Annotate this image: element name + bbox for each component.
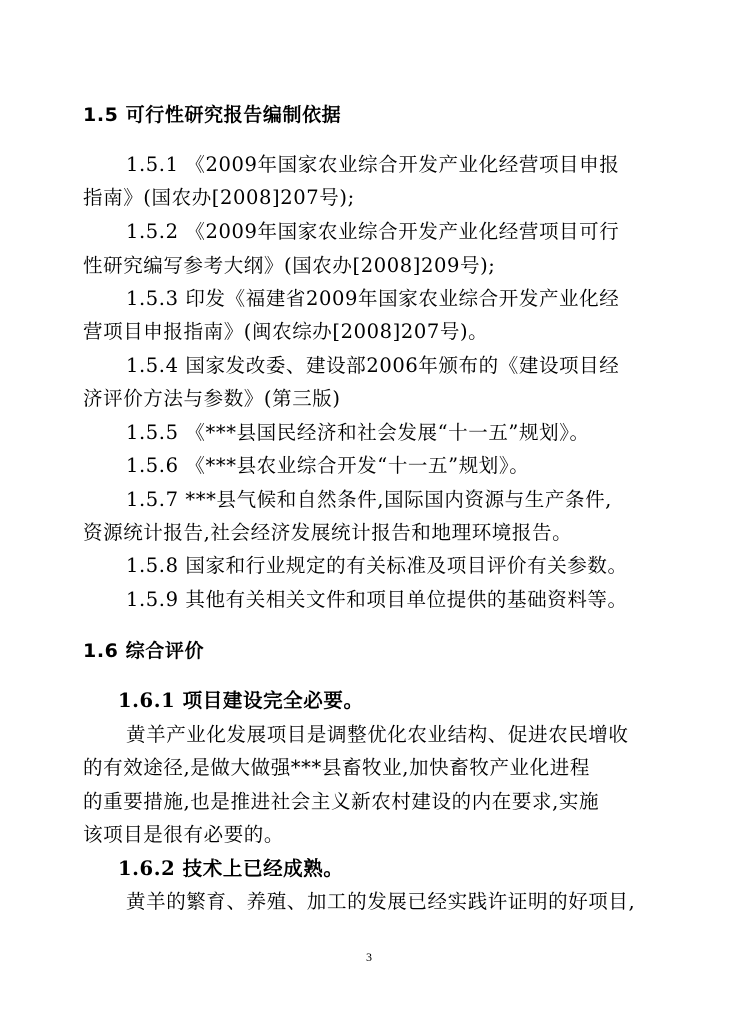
paragraph-line: 1.5.5 《***县国民经济和社会发展“十一五”规划》。: [126, 421, 590, 444]
subsection-heading-1-6-1: 1.6.1 项目建设完全必要。: [118, 689, 364, 712]
paragraph-line: 资源统计报告,社会经济发展统计报告和地理环境报告。: [83, 521, 573, 544]
paragraph-line: 济评价方法与参数》(第三版): [83, 387, 341, 410]
paragraph-line: 1.5.6 《***县农业综合开发“十一五”规划》。: [126, 454, 530, 477]
paragraph-line: 营项目申报指南》(闽农综办[2008]207号)。: [83, 320, 489, 343]
paragraph-line: 的有效途径,是做大做强***县畜牧业,加快畜牧产业化进程: [83, 756, 590, 779]
paragraph-line: 黄羊产业化发展项目是调整优化农业结构、促进农民增收: [126, 723, 629, 746]
paragraph-line: 1.5.1 《2009年国家农业综合开发产业化经营项目申报: [126, 153, 620, 176]
paragraph-line: 该项目是很有必要的。: [83, 823, 285, 846]
paragraph-line: 1.5.2 《2009年国家农业综合开发产业化经营项目可行: [126, 220, 620, 243]
subsection-heading-1-6-2: 1.6.2 技术上已经成熟。: [118, 857, 344, 880]
paragraph-line: 1.5.7 ***县气候和自然条件,国际国内资源与生产条件,: [126, 488, 612, 511]
paragraph-line: 性研究编写参考大纲》(国农办[2008]209号);: [83, 254, 496, 277]
page-number: 3: [366, 950, 372, 964]
section-heading-1-5: 1.5 可行性研究报告编制依据: [83, 104, 342, 126]
paragraph-line: 黄羊的繁育、养殖、加工的发展已经实践许证明的好项目,: [126, 890, 636, 913]
paragraph-line: 1.5.3 印发《福建省2009年国家农业综合开发产业化经: [126, 287, 620, 310]
paragraph-line: 1.5.8 国家和行业规定的有关标准及项目评价有关参数。: [126, 554, 628, 577]
section-heading-1-6: 1.6 综合评价: [83, 640, 205, 662]
paragraph-line: 的重要措施,也是推进社会主义新农村建设的内在要求,实施: [83, 790, 600, 813]
paragraph-line: 1.5.9 其他有关相关文件和项目单位提供的基础资料等。: [126, 588, 628, 611]
paragraph-line: 1.5.4 国家发改委、建设部2006年颁布的《建设项目经: [126, 354, 620, 377]
paragraph-line: 指南》(国农办[2008]207号);: [83, 186, 355, 209]
